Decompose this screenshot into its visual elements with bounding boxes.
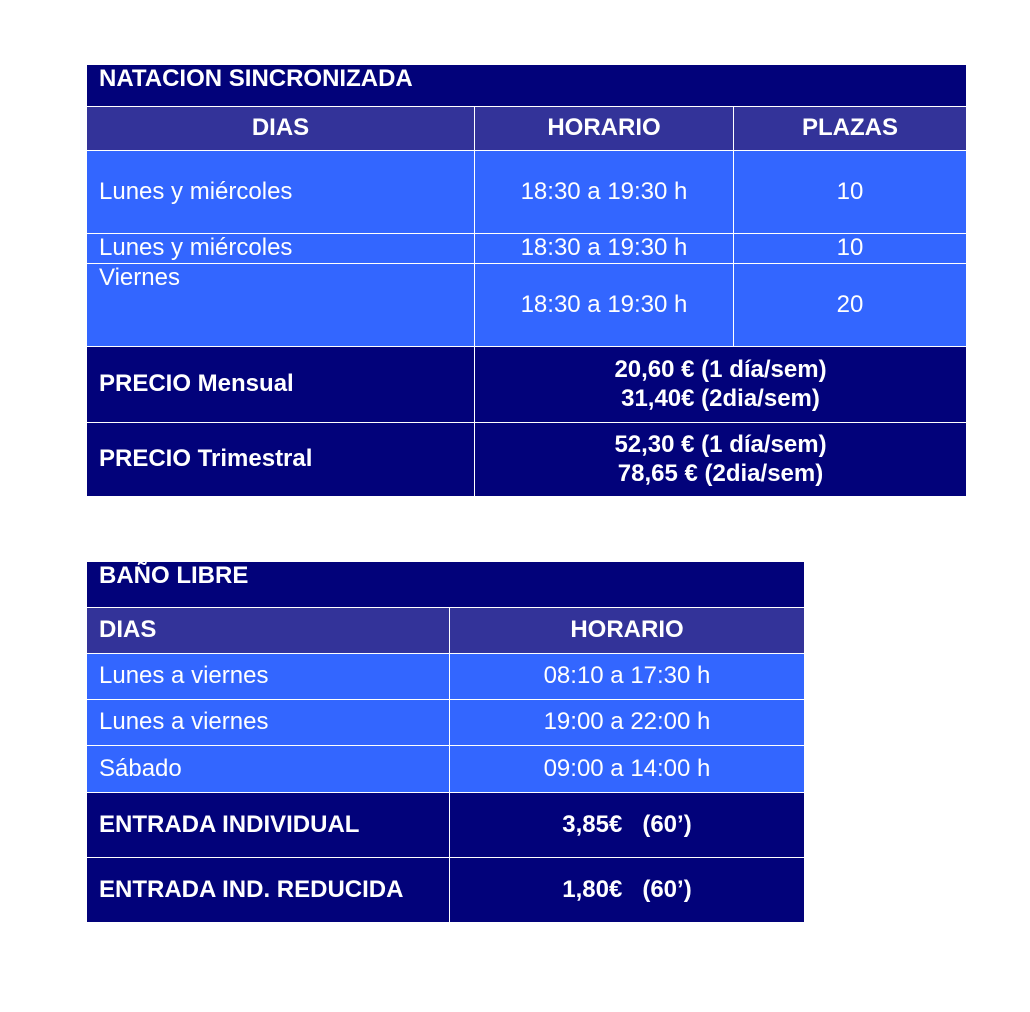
cell-horario: 19:00 a 22:00 h <box>450 700 805 746</box>
cell-plazas: 10 <box>734 234 967 264</box>
cell-horario: 18:30 a 19:30 h <box>475 234 734 264</box>
price-label: PRECIO Mensual <box>87 347 475 423</box>
price-line: 20,60 € (1 día/sem) <box>614 355 827 383</box>
price-row <box>87 347 967 423</box>
column-header-dias: DIAS <box>87 608 450 654</box>
table-header-row <box>87 107 967 151</box>
price-line: 31,40€ (2dia/sem) <box>621 384 820 412</box>
cell-horario: 18:30 a 19:30 h <box>475 264 734 347</box>
column-header-horario: HORARIO <box>475 107 734 151</box>
table-title: NATACION SINCRONIZADA <box>87 65 967 107</box>
price-row <box>87 858 805 923</box>
price-row <box>87 423 967 497</box>
price-value <box>475 423 967 497</box>
table-row <box>87 654 805 700</box>
cell-plazas: 10 <box>734 151 967 234</box>
column-header-horario: HORARIO <box>450 608 805 654</box>
price-value: 1,80€ (60’) <box>450 858 805 923</box>
bano-libre-table <box>86 561 805 923</box>
cell-dias: Lunes a viernes <box>87 654 450 700</box>
cell-dias: Lunes a viernes <box>87 700 450 746</box>
cell-dias: Lunes y miércoles <box>87 151 475 234</box>
price-value <box>475 347 967 423</box>
table-row <box>87 700 805 746</box>
table-title-row <box>87 65 967 107</box>
price-line: 78,65 € (2dia/sem) <box>617 459 824 487</box>
table-row <box>87 746 805 793</box>
cell-horario: 18:30 a 19:30 h <box>475 151 734 234</box>
table-row <box>87 234 967 264</box>
price-label: ENTRADA INDIVIDUAL <box>87 793 450 858</box>
price-label: ENTRADA IND. REDUCIDA <box>87 858 450 923</box>
table-title: BAÑO LIBRE <box>87 562 805 608</box>
column-header-plazas: PLAZAS <box>734 107 967 151</box>
price-label: PRECIO Trimestral <box>87 423 475 497</box>
price-row <box>87 793 805 858</box>
cell-horario: 08:10 a 17:30 h <box>450 654 805 700</box>
price-value: 3,85€ (60’) <box>450 793 805 858</box>
column-header-dias: DIAS <box>87 107 475 151</box>
cell-horario: 09:00 a 14:00 h <box>450 746 805 793</box>
table-title-row <box>87 562 805 608</box>
cell-dias: Lunes y miércoles <box>87 234 475 264</box>
natacion-sincronizada-table <box>86 64 967 497</box>
cell-dias: Viernes <box>87 264 475 347</box>
cell-dias: Sábado <box>87 746 450 793</box>
table-header-row <box>87 608 805 654</box>
price-line: 52,30 € (1 día/sem) <box>614 430 827 458</box>
cell-plazas: 20 <box>734 264 967 347</box>
table-row <box>87 264 967 347</box>
table-row <box>87 151 967 234</box>
